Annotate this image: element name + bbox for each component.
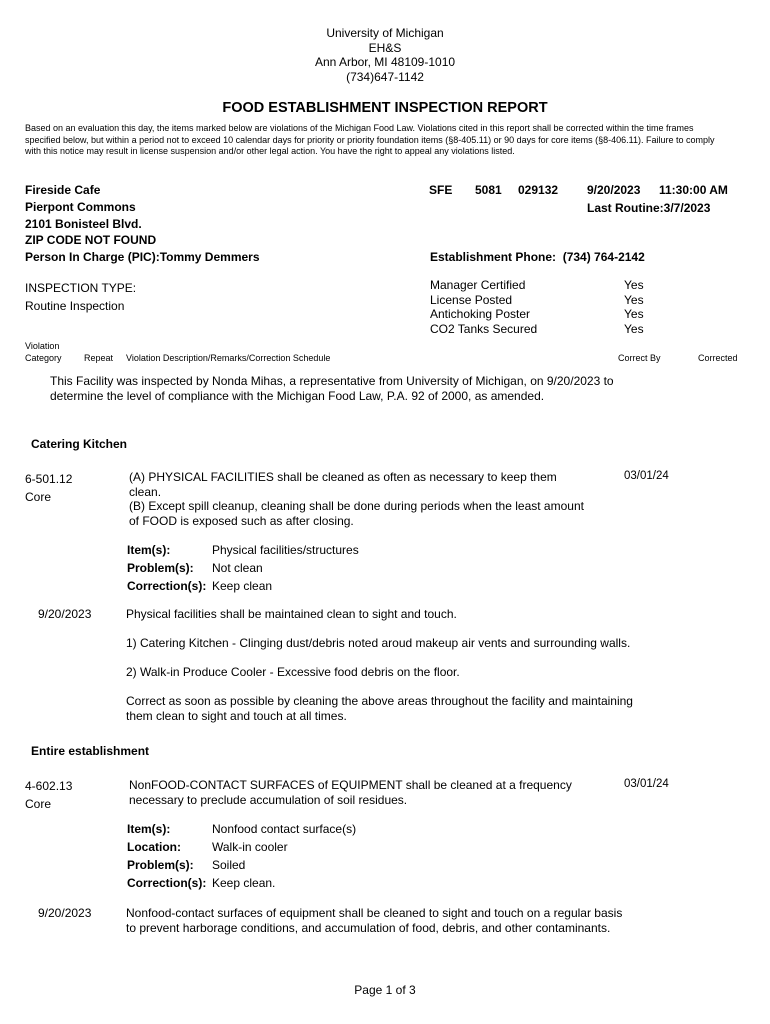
category: Core (25, 490, 52, 504)
desc-line: of FOOD is exposed such as after closing. (129, 513, 354, 528)
desc-line: (A) PHYSICAL FACILITIES shall be cleaned as often as necessary to keep them (129, 470, 557, 484)
code: 6-501.12 (25, 472, 73, 486)
person-in-charge (25, 249, 260, 266)
desc-line: necessary to preclude accumulation of soil residues. (129, 792, 408, 807)
pic-label: Person In Charge (PIC): (25, 250, 160, 265)
checklist-labels (430, 278, 537, 336)
problems-label: Problem(s): (127, 561, 194, 575)
type-code: SFE (429, 183, 453, 197)
establishment-name: Fireside Cafe (25, 183, 101, 197)
note-final-line: them clean to sight and touch at all times. (126, 708, 347, 723)
last-routine-date: 3/7/2023 (663, 201, 711, 215)
establishment-phone (430, 250, 645, 264)
correct-by-date: 03/01/24 (624, 470, 669, 482)
desc-line: clean. (129, 484, 162, 499)
phone-label: Establishment Phone: (430, 250, 557, 264)
intro-text: Based on an evaluation this day, the items marked below are violations of the Michigan Food Law. Violations cited in this report shall be corrected within the time frames specified below, but within a period not to exceed 10 calendar days for priority or priority foundation items (§8-405.11) or 90 days for core items (§8-406.11). Failure to comply with this notice may result in license suspension and/or other legal action. You have the right to appeal any violations listed. (25, 123, 715, 156)
inspection-date: 9/20/2023 (587, 183, 641, 197)
violation-code (25, 470, 72, 506)
col-violation: Violation (25, 341, 60, 351)
inspection-type (25, 279, 136, 315)
col-corrected: Corrected (698, 353, 738, 363)
check-value: Yes (624, 278, 644, 292)
note-text (126, 906, 686, 935)
items-value: Physical facilities/structures (212, 543, 359, 557)
check-co2-tanks: CO2 Tanks Secured (430, 321, 538, 336)
code: 4-602.13 (25, 779, 73, 793)
section-title: Entire establishment (31, 744, 150, 758)
note-date: 9/20/2023 (38, 607, 92, 621)
correction-value: Keep clean (212, 579, 273, 593)
last-routine (587, 201, 710, 215)
org-phone: (734)647-1142 (346, 69, 424, 84)
col-description: Violation Description/Remarks/Correction Schedule (126, 353, 331, 363)
note-line: Nonfood-contact surfaces of equipment shall be cleaned to sight and touch on a regular basis (126, 906, 623, 920)
note-line: Physical facilities shall be maintained clean to sight and touch. (126, 607, 457, 621)
establishment-zip: ZIP CODE NOT FOUND (25, 233, 157, 248)
inspection-type-value: Routine Inspection (25, 299, 125, 313)
correction-label: Correction(s): (127, 579, 207, 593)
location-value: Walk-in cooler (212, 840, 288, 854)
items-label: Item(s): (127, 543, 171, 557)
violation-details (127, 541, 359, 595)
desc-line: NonFOOD-CONTACT SURFACES of EQUIPMENT shall be cleaned at a frequency (129, 778, 572, 792)
check-antichoking-poster: Antichoking Poster (430, 307, 531, 321)
last-routine-label: Last Routine: (587, 201, 664, 215)
establishment-address: 2101 Bonisteel Blvd. (25, 216, 142, 231)
check-value: Yes (624, 292, 644, 307)
inspection-statement: This Facility was inspected by Nonda Mihas, a representative from University of Michigan, on 9/20/2023 to determine the level of compliance with the Michigan Food Law, P.A. 92 of 2000, as amended. (50, 374, 614, 403)
phone-value: (734) 764-2142 (562, 250, 645, 264)
col-category: Category (25, 352, 62, 363)
org-city: Ann Arbor, MI 48109-1010 (314, 55, 456, 69)
violation-description (129, 778, 619, 807)
violation-details (127, 820, 356, 892)
col-repeat: Repeat (84, 353, 114, 363)
location-label: Location: (127, 840, 181, 854)
note-line: 1) Catering Kitchen - Clinging dust/debris noted aroud makeup air vents and surrounding walls. (126, 636, 631, 650)
check-manager-certified: Manager Certified (430, 278, 526, 292)
desc-line: (B) Except spill cleanup, cleaning shall be done during periods when the least amount (129, 499, 584, 513)
note-line: to prevent harborage conditions, and accumulation of food, debris, and other contaminants. (126, 920, 611, 935)
col-correct-by: Correct By (618, 353, 661, 363)
check-license-posted: License Posted (430, 292, 513, 307)
page-number: Page 1 of 3 (354, 983, 416, 997)
items-label: Item(s): (127, 822, 171, 836)
note-line: 2) Walk-in Produce Cooler - Excessive food debris on the floor. (126, 665, 460, 679)
section-title: Catering Kitchen (31, 437, 128, 451)
report-title: FOOD ESTABLISHMENT INSPECTION REPORT (222, 100, 548, 116)
note-date: 9/20/2023 (38, 906, 92, 920)
category: Core (25, 797, 52, 811)
department: EH&S (368, 40, 402, 55)
note-final-line: Correct as soon as possible by cleaning the above areas throughout the facility and maintaining (126, 694, 633, 708)
violation-code (25, 777, 72, 813)
org-name: University of Michigan (326, 26, 444, 40)
col-violation-category (25, 341, 62, 364)
correction-label: Correction(s): (127, 876, 207, 890)
inspection-type-label: INSPECTION TYPE: (25, 281, 137, 295)
problems-label: Problem(s): (127, 858, 194, 872)
check-value: Yes (624, 321, 644, 336)
checklist-values (624, 278, 644, 336)
violation-description (129, 470, 619, 528)
check-value: Yes (624, 307, 644, 321)
pic-name: Tommy Demmers (159, 250, 260, 265)
correct-by-date: 03/01/24 (624, 778, 669, 790)
problems-value: Soiled (212, 858, 246, 872)
letterhead (0, 26, 770, 84)
problems-value: Not clean (212, 561, 263, 575)
establishment-location: Pierpont Commons (25, 199, 136, 214)
establishment-number: 5081 (475, 183, 502, 197)
inspection-time: 11:30:00 AM (659, 183, 728, 197)
establishment-info (25, 182, 260, 266)
items-value: Nonfood contact surface(s) (212, 822, 357, 836)
correction-value: Keep clean. (212, 876, 276, 890)
note-final (126, 694, 686, 723)
license-number: 029132 (518, 183, 559, 197)
